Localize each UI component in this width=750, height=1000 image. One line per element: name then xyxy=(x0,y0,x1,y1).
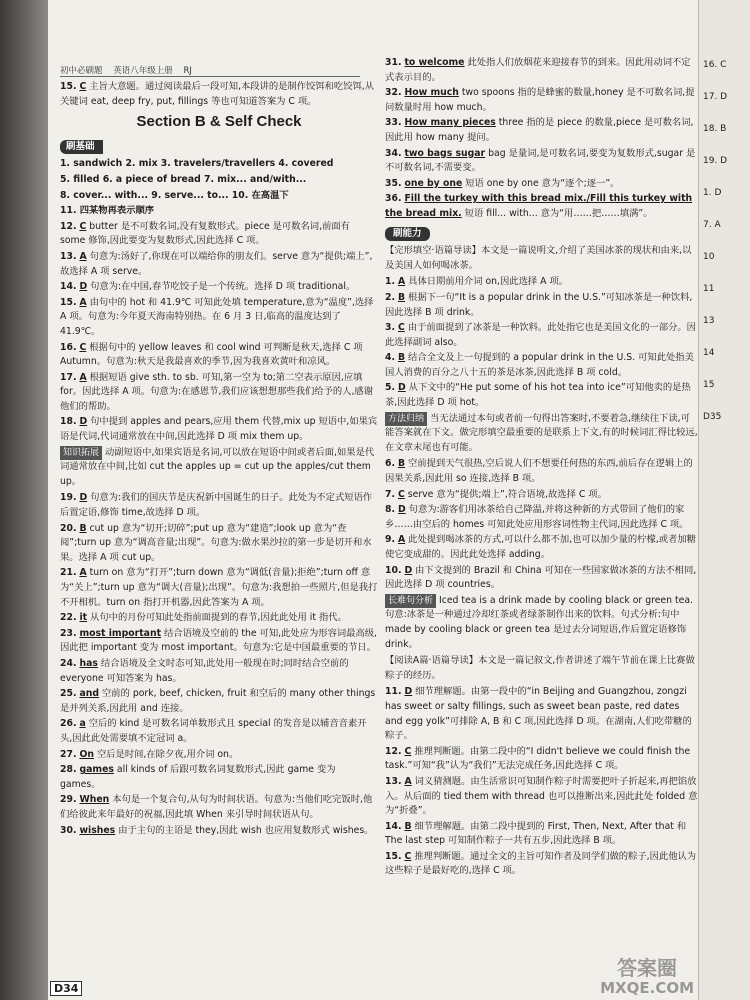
item-number: 30. xyxy=(60,824,77,836)
item-explanation: serve 意为“提供;端上”,符合语境,故选择 C 项。 xyxy=(404,488,607,500)
item-explanation: 结合全文及上一句提到的 a popular drink in the U.S. 可知此处指美国人消费的百分之八十五的茶是冰茶,因此选择 B 项 cold。 xyxy=(385,352,694,378)
answer-item xyxy=(385,381,698,410)
item-answer: Fill the turkey with this bread mix./Fill this turkey with the bread mix. xyxy=(385,193,693,219)
next-page-edge xyxy=(698,0,750,1000)
item-answer: it xyxy=(79,612,88,624)
passage2-intro: 【阅读A篇·语篇导读】本文是一篇记叙文,作者讲述了端午节前在课上比赛做粽子的经历。 xyxy=(385,655,695,681)
item-number: 13. xyxy=(60,250,77,262)
item-answer: C xyxy=(79,341,87,353)
answer-item xyxy=(60,627,378,656)
answer-item xyxy=(385,820,698,849)
item-explanation: 本句是一个复合句,从句为时间状语。句意为:当他们吃完饭时,他们给彼此来年最好的祝福,因此填 When 来引导时间状语从句。 xyxy=(60,794,373,820)
item-explanation: bag 是量词,是可数名词,要变为复数形式,sugar 是不可数名词,不需要变。 xyxy=(385,147,696,174)
item-explanation: 细节理解题。由第二段中提到的 First, Then, Next, After that 和 The last step 可知制作粽子一共有五步,因此选择 B 项。 xyxy=(385,820,687,847)
item-number: 12. xyxy=(60,220,77,232)
next-page-fragment: 15 xyxy=(703,380,715,390)
document-page xyxy=(48,0,698,1000)
item-answer: wishes xyxy=(79,824,116,836)
answer-item xyxy=(60,415,378,444)
item-explanation: 细节理解题。由第一段中的“in Beijing and Guangzhou, zongzi has sweet or salty fillings, such as sweet bean paste, red dates and egg yolk”可排除 A, B 和 C 项,因此选择 D 项。在湖南,人们吃带糖的粽子。 xyxy=(385,686,692,742)
item-explanation: 此处指人们放烟花来迎接春节的到来。因此用动词不定式表示目的。 xyxy=(385,57,691,83)
item-number: 27. xyxy=(60,748,77,760)
basics-tag: 刷基础 xyxy=(60,140,103,155)
item-answer: How much xyxy=(404,87,459,99)
sentence-text: Iced tea is a drink made by cooling black or green tea. 句意:冰茶是一种通过冷却红茶或者绿茶制作出来的饮料。句式分析:句中 made by cooling black or green tea 是过去分词短语,作后置定语修饰 drink。 xyxy=(385,594,694,650)
answer-item xyxy=(385,321,698,350)
answer-item xyxy=(385,291,698,320)
item-number: 29. xyxy=(60,794,77,806)
item-number: 10. xyxy=(385,564,402,576)
item-explanation: 句意为:游客们用冰茶给自己降温,并将这种新的方式带回了他们的家乡……由空后的 homes 可知此处应用形容词性物主代词,因此选择 C 项。 xyxy=(385,504,689,530)
item-explanation: 短语 fill... with... 意为“用……把……填满”。 xyxy=(461,207,653,219)
next-page-fragment: 13 xyxy=(703,316,715,326)
fill-answer-line: 8. cover... with... 9. serve... to... 10. 在高温下 xyxy=(60,189,289,201)
page-number: D34 xyxy=(50,981,82,996)
next-page-fragment: 17. D xyxy=(703,92,728,102)
item-answer: to welcome xyxy=(404,57,465,68)
item-number: 15. xyxy=(60,81,77,92)
method-note xyxy=(385,412,698,456)
answer-item xyxy=(385,86,698,115)
item-answer: most important xyxy=(79,627,162,639)
item-explanation: 根据短语 give sth. to sb. 可知,第一空为 to;第二空表示原因,应填 for。因此选择 A 项。句意为:在感恩节,我们应该想想那些我们给予的人,感谢他们的帮助。 xyxy=(60,371,374,412)
item-number: 21. xyxy=(60,567,77,579)
answer-item xyxy=(60,566,378,610)
item-answer: D xyxy=(404,686,413,698)
passage1-intro: 【完形填空·语篇导读】本文是一篇说明文,介绍了美国冰茶的现状和由来,以及美国人如何喝冰茶。 xyxy=(385,245,692,271)
item-answer: C xyxy=(79,220,87,232)
item-number: 32. xyxy=(385,87,402,99)
item-explanation: cut up 意为“切开;切碎”;put up 意为“建造”;look up 意为“查阅”;turn up 意为“调高音量;出现”。句意为:做水果沙拉的第一步是切开和水果。选择 A 项 cut up。 xyxy=(60,522,372,563)
item-explanation: 从句中的月份可知此处指前面提到的春节,因此此处用 it 指代。 xyxy=(87,612,347,624)
answer-item xyxy=(385,56,698,85)
answer-item xyxy=(385,192,698,221)
item-explanation: 根据下一句“It is a popular drink in the U.S.”可知冰茶是一种饮料,因此选择 B 项 drink。 xyxy=(385,291,693,318)
right-items-list xyxy=(385,56,698,222)
item-number: 2. xyxy=(385,291,396,303)
header-edition: RJ xyxy=(183,66,192,76)
item-explanation: 推理判断题。通过全文的主旨可知作者及同学们做的粽子,因此他认为这些粽子是最好吃的,选择 C 项。 xyxy=(385,850,697,877)
item-answer: B xyxy=(79,522,87,534)
item-number: 11. xyxy=(385,686,402,698)
answer-item xyxy=(385,488,698,503)
knowledge-note xyxy=(60,446,378,490)
item-answer: B xyxy=(397,352,406,364)
fill-answer-line: 11. 四某物再表示顺序 xyxy=(60,205,155,217)
item-answer: A xyxy=(397,534,406,546)
answer-item xyxy=(385,533,698,562)
answer-item xyxy=(60,491,378,520)
section-title: Section B & Self Check xyxy=(136,113,302,131)
item-number: 15. xyxy=(385,850,402,862)
right-items3-list xyxy=(385,457,698,592)
item-explanation: 由于前面提到了冰茶是一种饮料。此处指它也是美国文化的一部分。因此选择副词 also。 xyxy=(385,322,696,348)
fill-answer-line: 5. filled 6. a piece of bread 7. mix... and/with... xyxy=(60,173,307,185)
item-explanation: 结合语境及全文时态可知,此处用一般现在时;同时结合空前的 everyone 可知答案为 has。 xyxy=(60,657,349,684)
item-number: 12. xyxy=(385,745,402,757)
answer-item xyxy=(60,763,378,792)
answer-item xyxy=(60,296,378,340)
left-column xyxy=(60,58,378,839)
item-explanation: 根据句中的 yellow leaves 和 cool wind 可判断是秋天,选择 C 项 Autumn。句意为:秋天是我最喜欢的季节,因为我喜欢黄叶和凉风。 xyxy=(60,341,363,368)
next-page-fragment: 16. C xyxy=(703,60,727,70)
sentence-note xyxy=(385,594,698,652)
item-answer: D xyxy=(79,281,88,293)
right-items4-list xyxy=(385,685,698,879)
item-number: 7. xyxy=(385,488,396,500)
answer-item xyxy=(60,280,378,295)
item-answer: B xyxy=(397,291,406,303)
item-number: 16. xyxy=(60,341,77,353)
item-explanation: 句意为:汤好了,你现在可以端给你的朋友们。serve 意为“提供;端上”,故选择 A 项 serve。 xyxy=(60,250,373,277)
item-number: 17. xyxy=(60,371,77,383)
item-answer: A xyxy=(397,276,406,288)
item-explanation: butter 是不可数名词,没有复数形式。piece 是可数名词,前面有 some 修饰,因此要变为复数形式,因此选择 C 项。 xyxy=(60,220,350,247)
answer-item xyxy=(60,687,378,716)
item-answer: C xyxy=(404,745,412,757)
item-answer: C xyxy=(397,322,405,334)
item-number: 9. xyxy=(385,534,396,546)
right-items2-list xyxy=(385,275,698,410)
answer-item xyxy=(385,147,698,176)
item-explanation: 词义猜测题。由生活常识可知制作粽子时需要把叶子折起来,再把馅放入。从后面的 tied them with thread 也可以推断出来,因此此处 folded 意为“折叠”。 xyxy=(385,775,698,817)
item-answer: C xyxy=(404,850,412,862)
item-explanation: 句意为:在中国,春节吃饺子是一个传统。选择 D 项 traditional。 xyxy=(87,281,356,293)
next-page-fragment: 18. B xyxy=(703,124,727,134)
header-series: 初中必刷题 xyxy=(60,66,103,76)
item-explanation: 从下文中的“He put some of his hot tea into ice”可知他卖的是热茶,因此选择 D 项 hot。 xyxy=(385,382,691,409)
item-answer: A xyxy=(79,296,87,308)
left-items2-list xyxy=(60,220,378,445)
answer-item xyxy=(385,564,698,593)
item-number: 26. xyxy=(60,718,77,730)
item-number: 14. xyxy=(385,820,402,832)
item-explanation: all kinds of 后跟可数名词复数形式,因此 game 变为 games。 xyxy=(60,764,336,790)
item-number: 35. xyxy=(385,177,402,189)
item-number: 23. xyxy=(60,627,77,639)
answer-item xyxy=(385,775,698,819)
answer-item xyxy=(60,717,378,746)
item-answer: D xyxy=(397,382,406,394)
answer-item xyxy=(60,824,378,839)
item-answer: one by one xyxy=(404,177,463,189)
item-number: 33. xyxy=(385,117,402,129)
answer-item xyxy=(60,657,378,686)
next-page-fragment: 14 xyxy=(703,348,715,358)
answer-item xyxy=(385,351,698,380)
item-answer: and xyxy=(79,688,100,700)
item-answer: When xyxy=(79,794,110,806)
watermark-top: 答案圈 xyxy=(617,956,678,980)
next-page-fragment: D35 xyxy=(703,412,722,422)
method-tag: 方法归纳 xyxy=(385,412,427,427)
next-page-fragment: 10 xyxy=(703,252,715,262)
answer-item xyxy=(60,80,378,109)
item-explanation: 具体日期前用介词 on,因此选择 A 项。 xyxy=(405,276,569,288)
item-number: 4. xyxy=(385,352,396,364)
item-number: 36. xyxy=(385,193,402,205)
item-number: 13. xyxy=(385,775,402,787)
left-items3-list xyxy=(60,491,378,838)
fill-answer-line: 1. sandwich 2. mix 3. travelers/travellers 4. covered xyxy=(60,158,334,170)
item-explanation: 句中提到 apples and pears,应用 them 代替,mix up 短语中,如果宾语是代词,代词通常放在中间,因此选择 D 项 mix them up。 xyxy=(60,416,378,443)
item-answer: How many pieces xyxy=(404,117,496,129)
item-answer: C xyxy=(79,81,87,92)
answer-item xyxy=(385,457,698,486)
item-explanation: 短语 one by one 意为“逐个;逐一”。 xyxy=(462,177,620,189)
item-number: 19. xyxy=(60,492,77,504)
item-explanation: three 指的是 piece 的数量,piece 是可数名词,因此用 how many 提问。 xyxy=(385,117,694,143)
item-number: 20. xyxy=(60,522,77,534)
item-answer: games xyxy=(79,764,114,776)
item-explanation: 空前的 pork, beef, chicken, fruit 和空后的 many other things 是并列关系,因此用 and 连接。 xyxy=(60,688,376,714)
item-number: 31. xyxy=(385,57,402,68)
answer-item xyxy=(60,371,378,415)
answer-item xyxy=(60,793,378,822)
item-explanation: 空前提到天气很热,空后说人们不想要任何热的东西,前后存在逻辑上的因果关系,因此用 so 连接,选择 B 项。 xyxy=(385,458,693,485)
answer-item xyxy=(385,745,698,774)
answer-item xyxy=(60,748,378,763)
item-explanation: turn on 意为“打开”;turn down 意为“调低(音量);拒绝”;turn off 意为“关上”;turn up 意为“调大(音量);出现”。句意为:我想拍一些照片,但是我打不开相机。turn on 指打开机器,因此答案为 A 项。 xyxy=(60,567,378,608)
item-explanation: 空后是时间,在除夕夜,用介词 on。 xyxy=(93,748,239,760)
knowledge-text: 动副短语中,如果宾语是名词,可以放在短语中间或者后面,如果是代词通常放在中间,比如 cut the apples up = cut up the apples/cut them up。 xyxy=(60,446,375,487)
answer-item xyxy=(60,341,378,370)
item-answer: D xyxy=(79,492,88,504)
item-number: 14. xyxy=(60,281,77,293)
answer-item xyxy=(385,503,698,532)
item-explanation: 句意为:我们的国庆节是庆祝新中国诞生的日子。此处为不定式短语作后置定语,修饰 time,故选择 D 项。 xyxy=(60,492,373,519)
item-number: 8. xyxy=(385,504,396,516)
item-number: 34. xyxy=(385,147,402,159)
method-text: 当无法通过本句或者前一句得出答案时,不要着急,继续往下读,可能答案就在下文。做完形填空最重要的是联系上下文,有的时候词汇得比较远,在文章末尾也有可能。 xyxy=(385,412,698,453)
item-answer: D xyxy=(397,504,406,516)
watermark-bottom: MXQE.COM xyxy=(600,979,694,997)
item-answer: C xyxy=(397,488,405,500)
item-explanation: two spoons 指的是蜂蜜的数量,honey 是不可数名词,提问数量时用 how much。 xyxy=(385,87,695,113)
item-answer: D xyxy=(79,416,88,428)
item-explanation: 主旨大意题。通过阅读最后一段可知,本段讲的是制作饺饵和吃饺饵,从关键词 eat, deep fry, put, fillings 等也可知道答案为 C 项。 xyxy=(60,81,375,107)
item-answer: On xyxy=(79,748,94,760)
item-number: 1. xyxy=(385,276,396,288)
item-answer: A xyxy=(79,567,87,579)
item-explanation: 空后的 kind 是可数名词单数形式且 special 的发音是以辅音音素开头,因此此处需要填不定冠词 a。 xyxy=(60,718,367,744)
next-page-fragment: 11 xyxy=(703,284,715,294)
answer-item xyxy=(60,250,378,279)
item-number: 22. xyxy=(60,612,77,624)
fill-answers xyxy=(60,157,378,218)
left-items-list xyxy=(60,80,378,109)
item-answer: A xyxy=(404,775,412,787)
item-explanation: 由下文提到的 Brazil 和 China 可知在一些国家做冰茶的方法不相同,因此选择 D 项 countries。 xyxy=(385,564,697,591)
item-answer: A xyxy=(79,250,87,262)
item-number: 24. xyxy=(60,657,77,669)
item-number: 25. xyxy=(60,688,77,700)
answer-item xyxy=(385,177,698,192)
item-explanation: 由于主句的主语是 they,因此 wish 也应用复数形式 wishes。 xyxy=(115,824,374,836)
item-answer: has xyxy=(79,657,98,669)
watermark-logo xyxy=(600,958,694,998)
knowledge-tag: 知识拓展 xyxy=(60,446,102,461)
sentence-tag: 长难句分析 xyxy=(385,594,436,609)
item-answer: B xyxy=(404,820,412,832)
answer-item xyxy=(385,850,698,879)
item-answer: A xyxy=(79,371,87,383)
answer-item xyxy=(60,220,378,249)
item-explanation: 结合语境及空前的 the 可知,此处应为形容词最高级,因此把 important 变为 most important。句意为:它是中国最重要的节日。 xyxy=(60,627,378,654)
item-number: 15. xyxy=(60,296,77,308)
next-page-fragments xyxy=(699,0,750,424)
answer-item xyxy=(385,685,698,743)
item-number: 5. xyxy=(385,382,396,394)
item-answer: two bags sugar xyxy=(404,147,486,159)
item-answer: a xyxy=(79,718,86,730)
answer-item xyxy=(385,275,698,290)
header-subject: 英语八年级上册 xyxy=(113,66,173,76)
answer-item xyxy=(60,522,378,566)
next-page-fragment: 19. D xyxy=(703,156,728,166)
item-number: 3. xyxy=(385,322,396,334)
item-explanation: 此处提到喝冰茶的方式,可以什么都不加,也可以加少量的柠檬,或者加糖使它变成甜的。因此此处选择 adding。 xyxy=(385,534,696,560)
item-number: 28. xyxy=(60,764,77,776)
book-spine-shadow xyxy=(0,0,48,1000)
item-answer: D xyxy=(404,564,413,576)
answer-item xyxy=(385,116,698,145)
next-page-fragment: 7. A xyxy=(703,220,721,230)
item-explanation: 由句中的 hot 和 41.9℃ 可知此处填 temperature,意为“温度”,选择 A 项。句意为:今年夏天海南特别热。在 6 月 3 日,临高的温度达到了 41.9℃。 xyxy=(60,296,374,337)
item-answer: B xyxy=(397,458,406,470)
right-column xyxy=(385,56,698,880)
next-page-fragment: 1. D xyxy=(703,188,722,198)
ability-tag: 刷能力 xyxy=(385,227,430,242)
item-number: 18. xyxy=(60,416,77,428)
answer-item xyxy=(60,611,378,626)
item-explanation: 推理判断题。由第二段中的“I didn't believe we could finish the task.”可知“我”认为“我们”无法完成任务,因此选择 C 项。 xyxy=(385,745,691,772)
item-number: 6. xyxy=(385,458,396,470)
